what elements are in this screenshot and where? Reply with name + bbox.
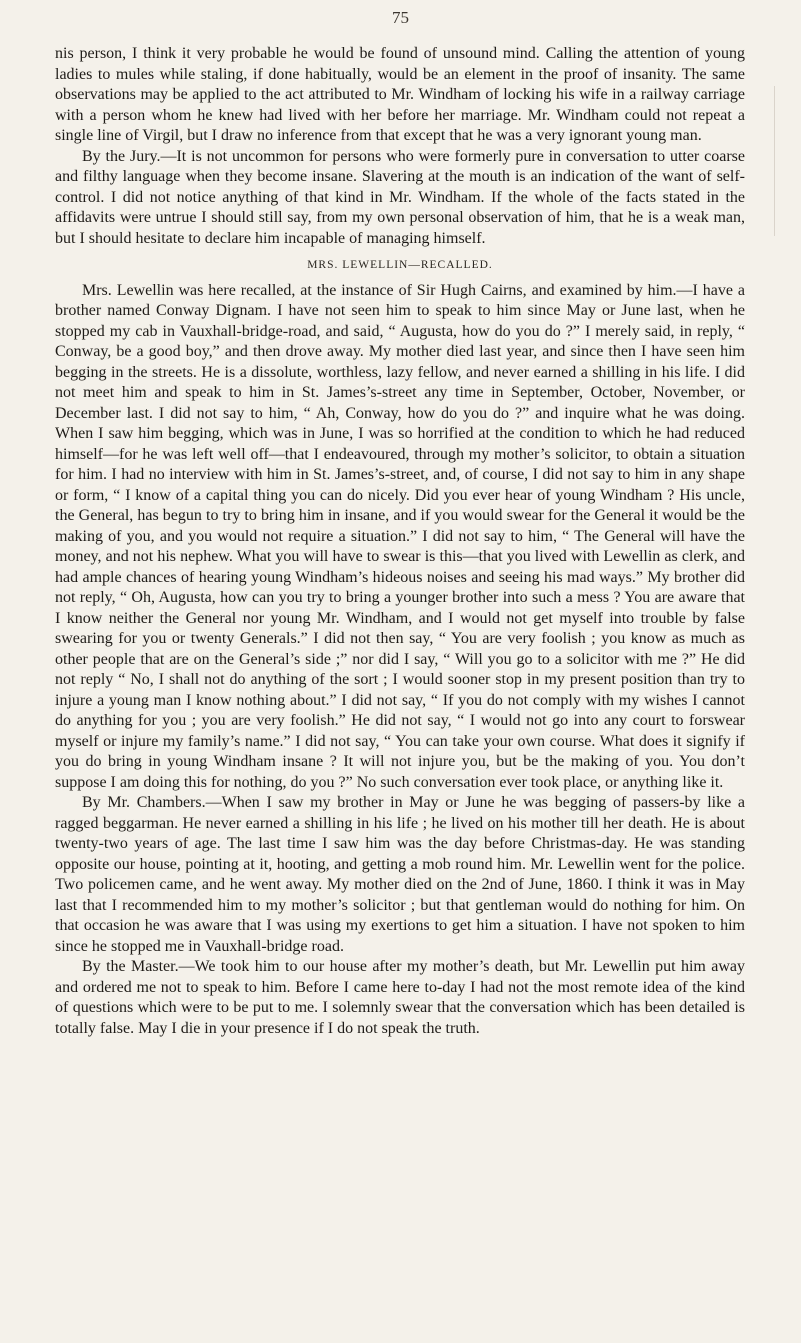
page-edge-mark <box>774 86 801 236</box>
section-heading: MRS. LEWELLIN—RECALLED. <box>307 259 493 271</box>
paragraph-5: By the Master.—We took him to our house after my mother’s death, but Mr. Lewellin put him away and ordered me not to speak to him. Before I came here to-day I had not the most remote idea of the kind of questions which were to be put to me. I solemnly swear that the conversation which has been detailed is totally false. May I die in your presence if I do not speak the truth. <box>55 958 745 1037</box>
paragraph-3: Mrs. Lewellin was here recalled, at the instance of Sir Hugh Cairns, and examined by him.—I have a brother named Conway Dignam. I have not seen him to speak to him since May or June last, when he stopped my cab in Vauxhall-bridge-road, and said, “ Augusta, how do you do ?” I merely said, in reply, “ Conway, be a good boy,” and then drove away. My mother died last year, and since then I have seen him begging in the streets. He is a dissolute, worthless, lazy fellow, and never earned a shilling in his life. I did not meet him and speak to him in St. James’s-street any time in September, October, November, or December last. I did not say to him, “ Ah, Conway, how do you do ?” and inquire what he was doing. When I saw him begging, which was in June, I was so horrified at the condition to which he had reduced himself—for he was left well off—that I endeavoured, through my mother’s solicitor, to obtain a situation for him. I had no interview with him in St. James’s-street, and, of course, I did not say to him in any shape or form, “ I know of a capital thing you can do nicely. Did you ever hear of young Windham ? His uncle, the General, has begun to try to bring him in insane, and if you would swear for the General it would be the making of you, and you would not require a situation.” I did not say to him, “ The General will have the money, and not his nephew. What you will have to swear is this—that you lived with Lewellin as clerk, and had ample chances of hearing young Windham’s hideous noises and seeing his mad ways.” My brother did not reply, “ Oh, Augusta, how can you try to bring a younger brother into such a mess ? You are aware that I know neither the General nor young Mr. Windham, and I would not get myself into trouble by false swearing for you or twenty Generals.” I did not then say, “ You are very foolish ; you know as much as other people that are on the General’s side ;” nor did I say, “ Will you go to a solicitor with me ?” He did not reply “ No, I shall not do anything of the sort ; I would sooner stop in my present position than try to injure a young man I know nothing about.” I did not say, “ If you do not comply with my wishes I cannot do anything for you ; you are very foolish.” He did not say, “ I would not go into any court to forswear myself or injure my family’s name.” I did not say, “ You can take your own course. What does it signify if you do bring in young Windham insane ? It will not injure you, but be the making of you. You don’t suppose I am doing this for nothing, do you ?” No such conversation ever took place, or anything like it. <box>55 281 745 791</box>
paragraph-1: nis person, I think it very probable he would be found of unsound mind. Calling the attention of young ladies to mules while staling, if done habitually, would be an element in the proof of insanity. The same observations may be applied to the act attributed to Mr. Windham of locking his wife in a railway carriage with a person whom he knew had lived with her before her marriage. Mr. Windham could not repeat a single line of Virgil, but I draw no inference from that except that he was a very ignorant young man. <box>55 45 745 144</box>
body-text <box>55 44 745 1039</box>
paragraph-2: By the Jury.—It is not uncommon for persons who were formerly pure in conversation to utter coarse and filthy language when they become insane. Slavering at the mouth is an indication of the want of self-control. I did not notice anything of that kind in Mr. Windham. If the whole of the facts stated in the affidavits were untrue I should still say, from my own personal observation of him, that he is a weak man, but I should hesitate to declare him incapable of managing himself. <box>55 147 745 247</box>
page-number: 75 <box>392 8 409 27</box>
paragraph-4: By Mr. Chambers.—When I saw my brother in May or June he was begging of passers-by like a ragged beggarman. He never earned a shilling in his life ; he lived on his mother till her death. He is about twenty-two years of age. The last time I saw him was the day before Christmas-day. He was standing opposite our house, pointing at it, hooting, and getting a mob round him. Mr. Lewellin went for the police. Two policemen came, and he went away. My mother died on the 2nd of June, 1860. I think it was in May last that I recommended him to my mother’s solicitor ; but that gentleman would do nothing for him. On that occasion he was aware that I was using my exertions to get him a situation. I have not spoken to him since he stopped me in Vauxhall-bridge road. <box>55 794 745 955</box>
